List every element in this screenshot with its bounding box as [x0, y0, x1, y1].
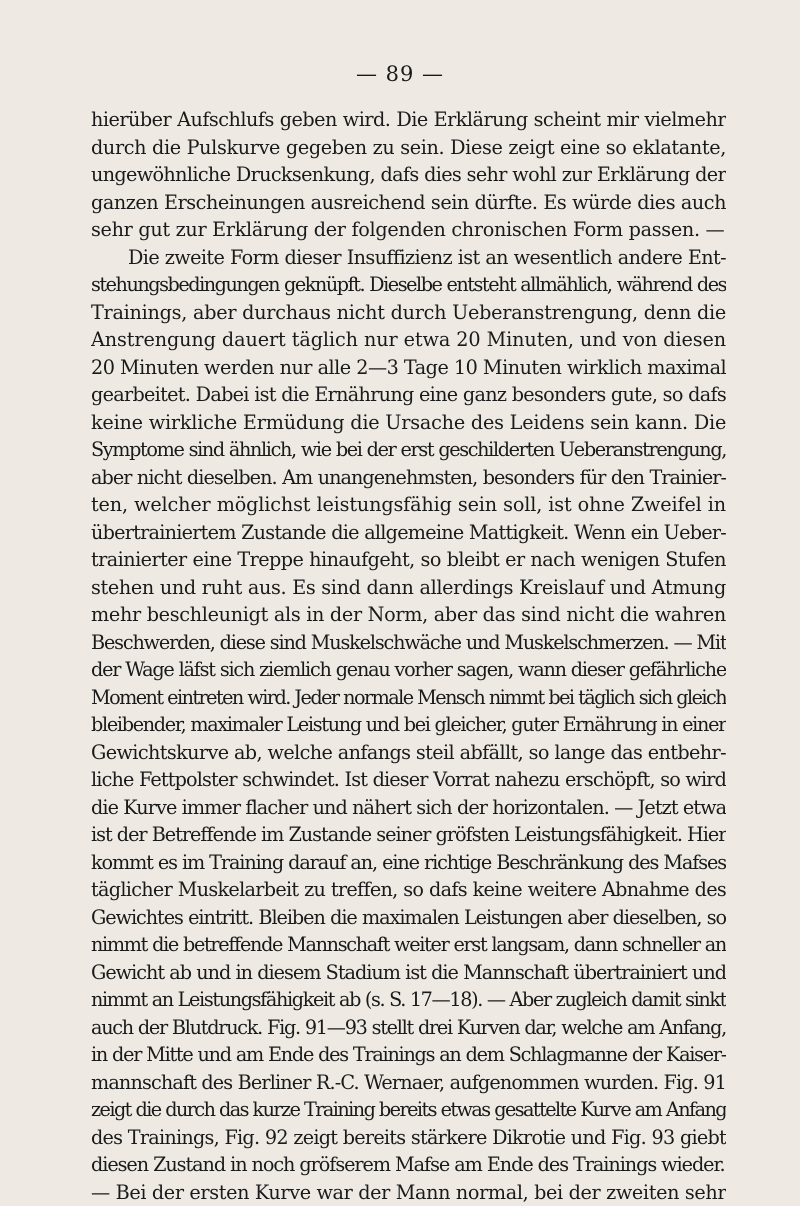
text-line: mehr beschleunigt als in der Norm, aber das sind nicht die wahren — [91, 601, 726, 629]
text-line: liche Fettpolster schwindet. Ist dieser Vorrat nahezu erschöpft, so wird — [91, 766, 726, 794]
text-line: auch der Blutdruck. Fig. 91—93 stellt drei Kurven dar, welche am Anfang, — [91, 1014, 726, 1042]
text-line: — Bei der ersten Kurve war der Mann normal, bei der zweiten sehr — [91, 1179, 726, 1206]
text-line: zeigt die durch das kurze Training bereits etwas gesattelte Kurve am Anfang — [91, 1096, 726, 1124]
text-line: bleibender, maximaler Leistung und bei gleicher, guter Ernährung in einer — [91, 711, 726, 739]
text-line: diesen Zustand in noch gröfserem Mafse am Ende des Trainings wieder. — [91, 1151, 726, 1179]
text-line: Gewicht ab und in diesem Stadium ist die Mannschaft übertrainiert und — [91, 959, 726, 987]
text-line: ganzen Erscheinungen ausreichend sein dürfte. Es würde dies auch — [91, 189, 726, 217]
page-number: — 89 — — [0, 62, 800, 86]
text-line: Gewichtskurve ab, welche anfangs steil abfällt, so lange das entbehr- — [91, 739, 726, 767]
text-line: kommt es im Training darauf an, eine richtige Beschränkung des Mafses — [91, 849, 726, 877]
text-line: sehr gut zur Erklärung der folgenden chronischen Form passen. — — [91, 216, 726, 244]
text-line: in der Mitte und am Ende des Trainings an dem Schlagmanne der Kaiser- — [91, 1041, 726, 1069]
text-line: ist der Betreffende im Zustande seiner gröfsten Leistungsfähigkeit. Hier — [91, 821, 726, 849]
text-line: 20 Minuten werden nur alle 2—3 Tage 10 Minuten wirklich maximal — [91, 354, 726, 382]
text-line: nimmt an Leistungsfähigkeit ab (s. S. 17—18). — Aber zugleich damit sinkt — [91, 986, 726, 1014]
text-line: ungewöhnliche Drucksenkung, dafs dies sehr wohl zur Erklärung der — [91, 161, 726, 189]
text-line: übertrainiertem Zustande die allgemeine Mattigkeit. Wenn ein Ueber- — [91, 519, 726, 547]
text-line: Gewichtes eintritt. Bleiben die maximalen Leistungen aber dieselben, so — [91, 904, 726, 932]
text-line: aber nicht dieselben. Am unangenehmsten, besonders für den Trainier- — [91, 464, 726, 492]
text-line: täglicher Muskelarbeit zu treffen, so dafs keine weitere Abnahme des — [91, 876, 726, 904]
text-line: die Kurve immer flacher und nähert sich der horizontalen. — Jetzt etwa — [91, 794, 726, 822]
text-line: Anstrengung dauert täglich nur etwa 20 Minuten, und von diesen — [91, 326, 726, 354]
text-line: hierüber Aufschlufs geben wird. Die Erklärung scheint mir vielmehr — [91, 106, 726, 134]
text-line: trainierter eine Treppe hinaufgeht, so bleibt er nach wenigen Stufen — [91, 546, 726, 574]
body-text — [91, 106, 726, 1206]
text-line: keine wirkliche Ermüdung die Ursache des Leidens sein kann. Die — [91, 409, 726, 437]
text-line: mannschaft des Berliner R.-C. Wernaer, aufgenommen wurden. Fig. 91 — [91, 1069, 726, 1097]
text-line: Die zweite Form dieser Insuffizienz ist an wesentlich andere Ent- — [91, 244, 726, 272]
text-line: Moment eintreten wird. Jeder normale Mensch nimmt bei täglich sich gleich — [91, 684, 726, 712]
text-line: stehungsbedingungen geknüpft. Dieselbe entsteht allmählich, während des — [91, 271, 726, 299]
text-line: der Wage läfst sich ziemlich genau vorher sagen, wann dieser gefährliche — [91, 656, 726, 684]
text-line: stehen und ruht aus. Es sind dann allerdings Kreislauf und Atmung — [91, 574, 726, 602]
text-line: des Trainings, Fig. 92 zeigt bereits stärkere Dikrotie und Fig. 93 giebt — [91, 1124, 726, 1152]
text-line: ten, welcher möglichst leistungsfähig sein soll, ist ohne Zweifel in — [91, 491, 726, 519]
text-line: nimmt die betreffende Mannschaft weiter erst langsam, dann schneller an — [91, 931, 726, 959]
text-line: Symptome sind ähnlich, wie bei der erst geschilderten Ueberanstrengung, — [91, 436, 726, 464]
text-line: Trainings, aber durchaus nicht durch Ueberanstrengung, denn die — [91, 299, 726, 327]
text-line: gearbeitet. Dabei ist die Ernährung eine ganz besonders gute, so dafs — [91, 381, 726, 409]
text-line: durch die Pulskurve gegeben zu sein. Diese zeigt eine so eklatante, — [91, 134, 726, 162]
text-line: Beschwerden, diese sind Muskelschwäche und Muskelschmerzen. — Mit — [91, 629, 726, 657]
